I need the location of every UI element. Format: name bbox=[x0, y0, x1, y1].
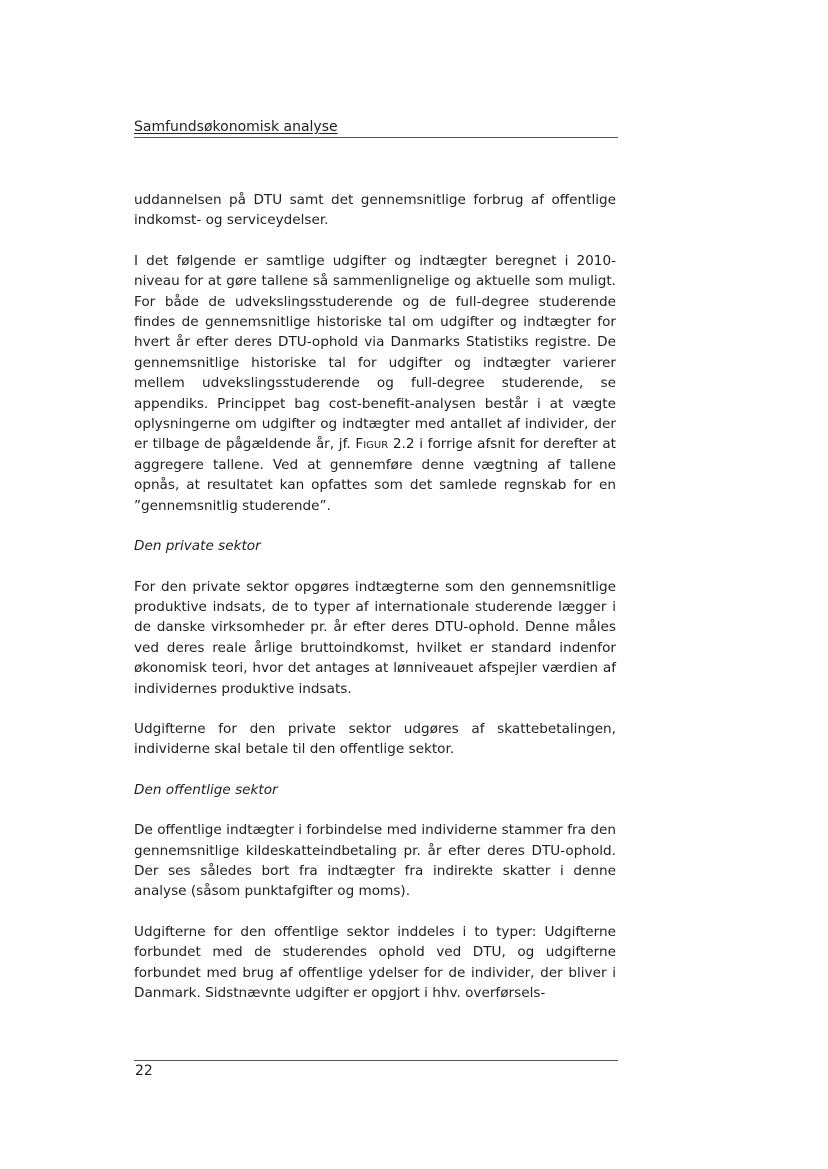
paragraph-private-expenses: Udgifterne for den private sektor udgøres af skattebetalingen, individerne skal betale til den offentlige sektor. bbox=[134, 720, 616, 758]
methodology-text-start: I det følgende er samtlige udgifter og indtægter beregnet i 2010-niveau for at gøre tallene så sammenlignelige og aktuelle som muligt. For både de udvekslingsstuderende og de full-degree studerende findes de gennemsnitlige historiske tal om udgifter og indtægter for hvert år efter deres DTU-ophold via Danmarks Statistiks registre. De gennemsnitlige historiske tal for udgifter og indtægter varierer mellem udvekslingsstuderende og full-degree studerende, se appendiks. Princippet bag cost-benefit-analysen består i at vægte oplysningerne om udgifter og indtægter med antallet af individer, der er tilbage de pågældende år, jf. bbox=[134, 252, 616, 453]
body-text bbox=[134, 190, 616, 1023]
paragraph-public-expenses: Udgifterne for den offentlige sektor inddeles i to typer: Udgifterne forbundet med de studerendes ophold ved DTU, og udgifterne forbundet med brug af offentlige ydelser for de individer, der bliver i Danmark. Sidstnævnte udgifter er opgjort i hhv. overførsels- bbox=[134, 923, 616, 1001]
methodology-text-end: 2.2 i forrige afsnit for derefter at aggregere tallene. Ved at gennemføre denne vægtning af tallene opnås, at resultatet kan opfattes som det samlede regnskab for en ”gennemsnitlig studerende”. bbox=[134, 436, 616, 514]
paragraph-public-income: De offentlige indtægter i forbindelse med individerne stammer fra den gennemsnitlige kildeskatteindbetaling pr. år efter deres DTU-ophold. Der ses således bort fra indtægter fra indirekte skatter i denne analyse (såsom punktafgifter og moms). bbox=[134, 822, 616, 900]
page-number: 22 bbox=[135, 1063, 153, 1079]
heading-private-sector: Den private sektor bbox=[134, 538, 261, 555]
paragraph-intro-continued: uddannelsen på DTU samt det gennemsnitlige forbrug af offentlige indkomst- og serviceydelser. bbox=[134, 192, 616, 229]
header-title: Samfundsøkonomisk analyse bbox=[134, 119, 338, 135]
paragraph-private-income: For den private sektor opgøres indtægterne som den gennemsnitlige produktive indsats, de to typer af internationale studerende lægger i de danske virksomheder pr. år efter deres DTU-ophold. Denne måles ved deres reale årlige bruttoindkomst, hvilket er standard indenfor økonomisk teori, hvor det antages at lønniveauet afspejler værdien af individernes produktive indsats. bbox=[134, 578, 616, 697]
figure-reference: Figur bbox=[355, 436, 389, 453]
paragraph-methodology bbox=[134, 251, 616, 516]
footer-divider bbox=[134, 1060, 618, 1061]
heading-public-sector: Den offentlige sektor bbox=[134, 781, 278, 798]
running-header bbox=[134, 116, 618, 138]
